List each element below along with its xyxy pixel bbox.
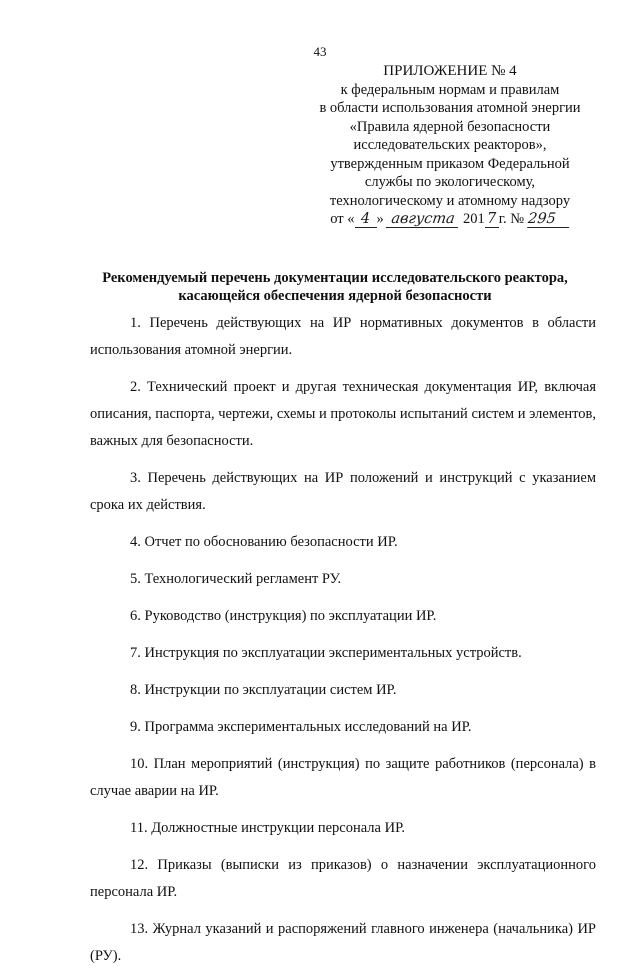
- appendix-line: в области использования атомной энергии: [319, 100, 581, 116]
- list-item: 12. Приказы (выписки из приказов) о назначении эксплуатационного персонала ИР.: [90, 857, 596, 900]
- appendix-block: [285, 62, 615, 229]
- approval-year-suffix: 7: [485, 211, 499, 228]
- list-item: 7. Инструкция по эксплуатации экспериментальных устройств.: [130, 645, 522, 661]
- approval-year-prefix: 201: [459, 211, 485, 227]
- list-item: 9. Программа экспериментальных исследований на ИР.: [130, 719, 472, 735]
- document-title: [70, 269, 600, 305]
- approval-day: 4: [355, 211, 377, 228]
- list-item: 8. Инструкции по эксплуатации систем ИР.: [130, 682, 397, 698]
- page-number: 43: [313, 44, 327, 59]
- document-list: [90, 310, 596, 970]
- appendix-line: службы по экологическому,: [364, 174, 536, 190]
- list-item: 1. Перечень действующих на ИР нормативных документов в области использования атомной энергии.: [90, 315, 596, 358]
- appendix-line: технологическому и атомному надзору: [329, 192, 571, 209]
- approval-month: августа: [386, 211, 460, 228]
- title-line: касающейся обеспечения ядерной безопасности: [178, 288, 492, 304]
- list-item: 11. Должностные инструкции персонала ИР.: [130, 820, 405, 836]
- approval-number-prefix: г. №: [498, 211, 528, 227]
- approval-prefix: от «: [330, 211, 355, 227]
- list-item: 5. Технологический регламент РУ.: [130, 571, 342, 587]
- appendix-line: к федеральным нормам и правилам: [340, 81, 560, 98]
- appendix-line: «Правила ядерной безопасности: [349, 118, 551, 135]
- list-item: 2. Технический проект и другая техническая документация ИР, включая описания, паспорта, чертежи, схемы и протоколы испытаний систем и элементов, важных для безопасности.: [90, 379, 596, 449]
- approval-mid: »: [376, 211, 388, 227]
- list-item: 4. Отчет по обоснованию безопасности ИР.: [130, 534, 398, 550]
- list-item: 6. Руководство (инструкция) по эксплуатации ИР.: [130, 608, 437, 624]
- appendix-line: утвержденным приказом Федеральной: [330, 155, 570, 172]
- list-item: 13. Журнал указаний и распоряжений главного инженера (начальника) ИР (РУ).: [90, 921, 596, 964]
- approval-number: 295: [527, 211, 571, 228]
- appendix-heading: ПРИЛОЖЕНИЕ № 4: [383, 63, 517, 79]
- approval-line: [285, 210, 615, 229]
- appendix-line: исследовательских реакторов»,: [353, 137, 547, 153]
- list-item: 3. Перечень действующих на ИР положений и инструкций с указанием срока их действия.: [90, 470, 596, 513]
- list-item: 10. План мероприятий (инструкция) по защите работников (персонала) в случае аварии на ИР.: [90, 756, 596, 799]
- title-line: Рекомендуемый перечень документации исследовательского реактора,: [102, 270, 568, 286]
